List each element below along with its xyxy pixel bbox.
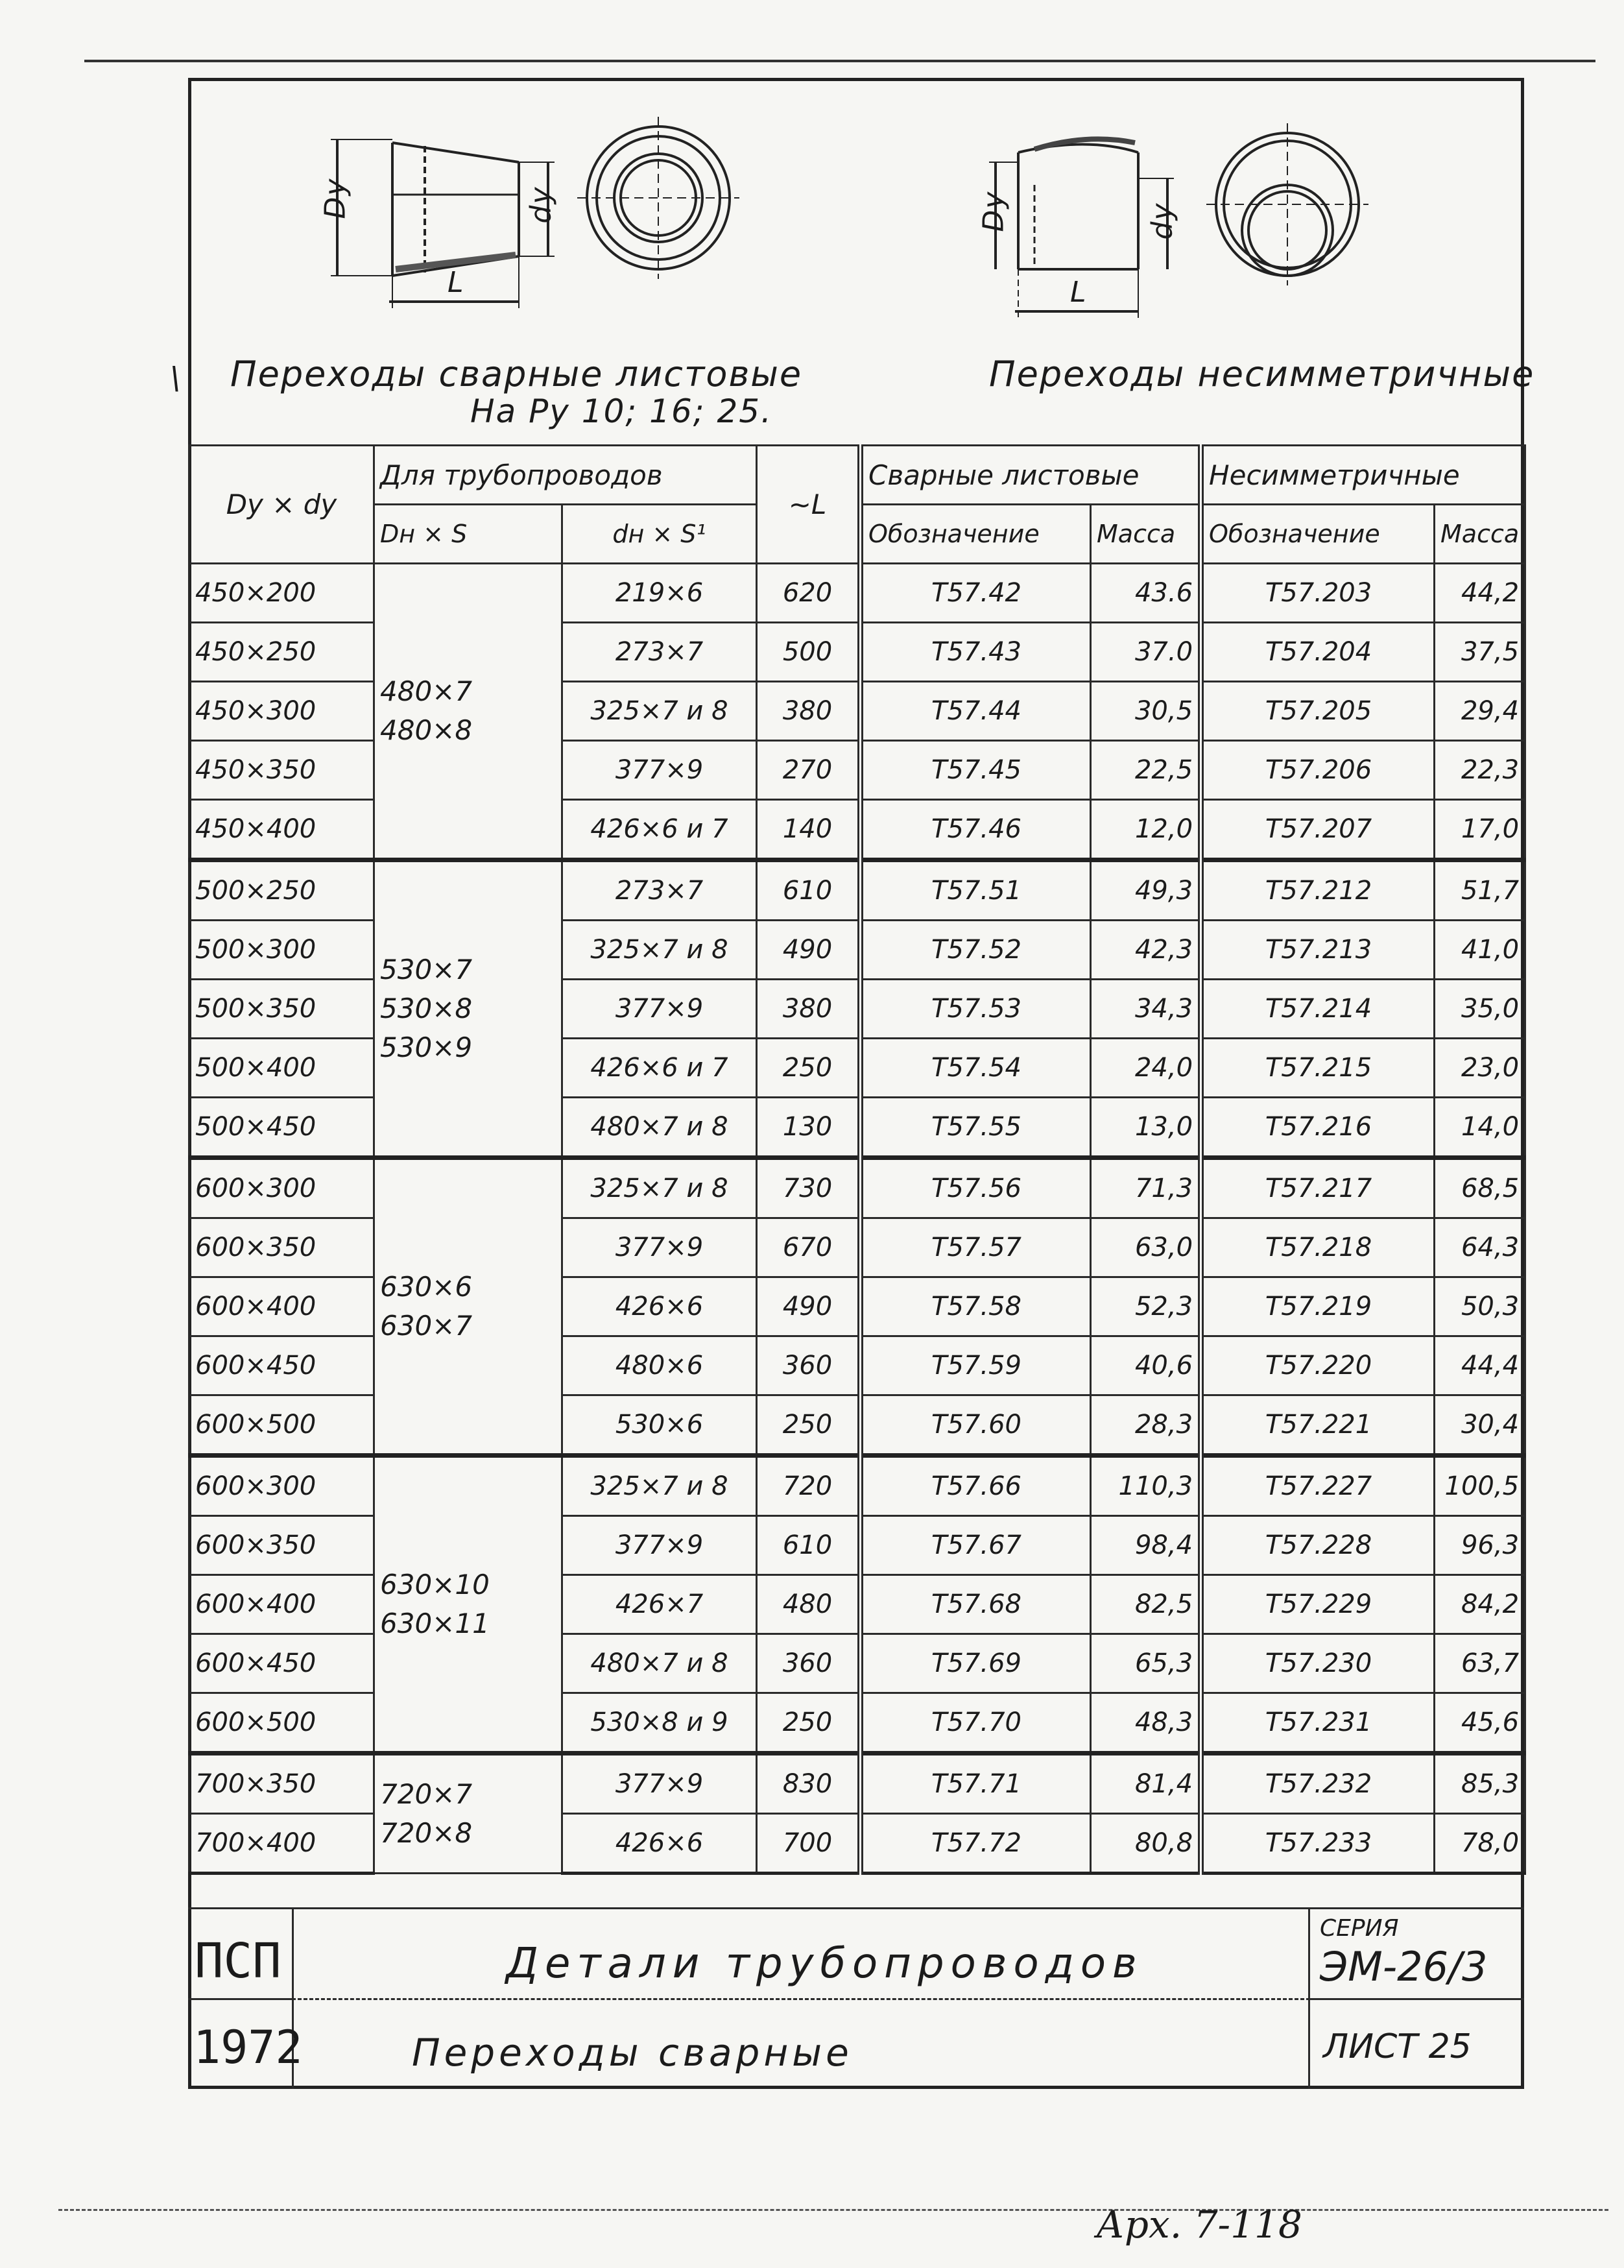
cell-dh-s: 426×6 и 7 bbox=[562, 800, 757, 860]
dn-s-line: 480×8 bbox=[380, 714, 473, 746]
title-block bbox=[188, 1888, 1524, 2089]
bottom-rule bbox=[58, 2209, 1608, 2211]
cell-welded-mass: 40,6 bbox=[1091, 1336, 1201, 1395]
cell-dn-s-group bbox=[374, 1158, 562, 1456]
cell-length: 270 bbox=[757, 741, 861, 800]
cell-dh-s: 530×8 и 9 bbox=[562, 1693, 757, 1754]
org-code: ПСП bbox=[195, 1933, 281, 1989]
cell-eccentric-mass: 100,5 bbox=[1435, 1456, 1525, 1516]
header-size: Dy × dy bbox=[189, 446, 374, 564]
cell-length: 480 bbox=[757, 1575, 861, 1634]
header-eccentric: Несимметричные bbox=[1201, 446, 1525, 505]
header-designation: Обозначение bbox=[861, 505, 1091, 564]
cell-dh-s: 273×7 bbox=[562, 860, 757, 921]
cell-welded-designation: Т57.58 bbox=[861, 1277, 1091, 1336]
cell-size: 500×450 bbox=[189, 1098, 374, 1158]
cell-eccentric-mass: 64,3 bbox=[1435, 1218, 1525, 1277]
cell-eccentric-designation: Т57.219 bbox=[1201, 1277, 1435, 1336]
cell-welded-designation: Т57.52 bbox=[861, 921, 1091, 980]
cell-welded-designation: Т57.55 bbox=[861, 1098, 1091, 1158]
cell-welded-designation: Т57.46 bbox=[861, 800, 1091, 860]
cell-welded-mass: 63,0 bbox=[1091, 1218, 1201, 1277]
cell-eccentric-designation: Т57.233 bbox=[1201, 1814, 1435, 1874]
cell-welded-designation: Т57.72 bbox=[861, 1814, 1091, 1874]
cell-eccentric-mass: 14,0 bbox=[1435, 1098, 1525, 1158]
dn-s-line: 720×7 bbox=[380, 1778, 473, 1810]
right-length-label: L bbox=[1070, 276, 1088, 309]
cell-dh-s: 530×6 bbox=[562, 1395, 757, 1456]
series-code: ЭМ-26/3 bbox=[1320, 1943, 1488, 1990]
table-row bbox=[189, 1754, 1525, 1814]
cell-eccentric-mass: 63,7 bbox=[1435, 1634, 1525, 1693]
cell-eccentric-mass: 84,2 bbox=[1435, 1575, 1525, 1634]
right-reducer-drawing bbox=[989, 123, 1368, 321]
cell-eccentric-mass: 45,6 bbox=[1435, 1693, 1525, 1754]
cell-length: 610 bbox=[757, 1516, 861, 1575]
dn-s-line: 530×7 bbox=[380, 954, 473, 985]
cell-length: 250 bbox=[757, 1693, 861, 1754]
cell-eccentric-mass: 51,7 bbox=[1435, 860, 1525, 921]
table-row bbox=[189, 1158, 1525, 1218]
cell-dh-s: 377×9 bbox=[562, 1218, 757, 1277]
cell-dn-s-group bbox=[374, 860, 562, 1158]
cell-welded-designation: Т57.67 bbox=[861, 1516, 1091, 1575]
cell-eccentric-mass: 29,4 bbox=[1435, 682, 1525, 741]
cell-welded-mass: 110,3 bbox=[1091, 1456, 1201, 1516]
cell-eccentric-mass: 68,5 bbox=[1435, 1158, 1525, 1218]
cell-eccentric-designation: Т57.227 bbox=[1201, 1456, 1435, 1516]
cell-welded-designation: Т57.70 bbox=[861, 1693, 1091, 1754]
cell-dh-s: 426×6 и 7 bbox=[562, 1039, 757, 1098]
cell-eccentric-mass: 41,0 bbox=[1435, 921, 1525, 980]
cell-dn-s-group bbox=[374, 1754, 562, 1874]
cell-length: 250 bbox=[757, 1395, 861, 1456]
cell-welded-designation: Т57.53 bbox=[861, 980, 1091, 1039]
cell-welded-mass: 22,5 bbox=[1091, 741, 1201, 800]
cell-length: 830 bbox=[757, 1754, 861, 1814]
drawing-subtitle: Переходы сварные bbox=[412, 2031, 853, 2075]
cell-dh-s: 480×6 bbox=[562, 1336, 757, 1395]
drawing-title: Детали трубопроводов bbox=[506, 1940, 1143, 1988]
cell-dn-s-group bbox=[374, 564, 562, 860]
cell-length: 140 bbox=[757, 800, 861, 860]
cell-eccentric-designation: Т57.206 bbox=[1201, 741, 1435, 800]
cell-eccentric-designation: Т57.218 bbox=[1201, 1218, 1435, 1277]
cell-welded-mass: 80,8 bbox=[1091, 1814, 1201, 1874]
cell-length: 360 bbox=[757, 1634, 861, 1693]
cell-size: 600×500 bbox=[189, 1693, 374, 1754]
cell-welded-mass: 49,3 bbox=[1091, 860, 1201, 921]
caption-eccentric: Переходы несимметричные bbox=[989, 354, 1535, 394]
cell-welded-designation: Т57.69 bbox=[861, 1634, 1091, 1693]
cell-eccentric-mass: 17,0 bbox=[1435, 800, 1525, 860]
cell-welded-mass: 37.0 bbox=[1091, 623, 1201, 682]
cell-eccentric-designation: Т57.228 bbox=[1201, 1516, 1435, 1575]
cell-dn-s-group bbox=[374, 1456, 562, 1754]
spec-table-body bbox=[189, 564, 1525, 1874]
cell-length: 500 bbox=[757, 623, 861, 682]
cell-welded-mass: 28,3 bbox=[1091, 1395, 1201, 1456]
sheet-number: ЛИСТ 25 bbox=[1323, 2027, 1472, 2066]
cell-welded-mass: 42,3 bbox=[1091, 921, 1201, 980]
cell-welded-mass: 12,0 bbox=[1091, 800, 1201, 860]
cell-dh-s: 325×7 и 8 bbox=[562, 1158, 757, 1218]
cell-size: 500×300 bbox=[189, 921, 374, 980]
cell-welded-mass: 48,3 bbox=[1091, 1693, 1201, 1754]
cell-welded-designation: Т57.57 bbox=[861, 1218, 1091, 1277]
cell-eccentric-designation: Т57.232 bbox=[1201, 1754, 1435, 1814]
dn-s-line: 630×7 bbox=[380, 1310, 473, 1342]
cell-eccentric-designation: Т57.230 bbox=[1201, 1634, 1435, 1693]
cell-welded-mass: 82,5 bbox=[1091, 1575, 1201, 1634]
cell-size: 450×200 bbox=[189, 564, 374, 623]
top-rule bbox=[84, 60, 1595, 62]
cell-size: 600×450 bbox=[189, 1634, 374, 1693]
cell-welded-designation: Т57.42 bbox=[861, 564, 1091, 623]
cell-eccentric-designation: Т57.229 bbox=[1201, 1575, 1435, 1634]
header-mass-2: Масса bbox=[1435, 505, 1525, 564]
cell-dh-s: 273×7 bbox=[562, 623, 757, 682]
cell-eccentric-mass: 44,2 bbox=[1435, 564, 1525, 623]
cell-eccentric-mass: 78,0 bbox=[1435, 1814, 1525, 1874]
cell-eccentric-designation: Т57.204 bbox=[1201, 623, 1435, 682]
header-designation-2: Обозначение bbox=[1201, 505, 1435, 564]
cell-size: 500×350 bbox=[189, 980, 374, 1039]
cell-welded-designation: Т57.54 bbox=[861, 1039, 1091, 1098]
dn-s-line: 530×8 bbox=[380, 993, 473, 1024]
cell-dh-s: 219×6 bbox=[562, 564, 757, 623]
cell-length: 490 bbox=[757, 921, 861, 980]
cell-eccentric-designation: Т57.205 bbox=[1201, 682, 1435, 741]
dn-s-line: 630×6 bbox=[380, 1271, 473, 1303]
cell-length: 700 bbox=[757, 1814, 861, 1874]
cell-size: 700×350 bbox=[189, 1754, 374, 1814]
dn-s-line: 630×11 bbox=[380, 1608, 490, 1639]
cell-length: 360 bbox=[757, 1336, 861, 1395]
cell-dh-s: 426×6 bbox=[562, 1814, 757, 1874]
header-length: ~L bbox=[757, 446, 861, 564]
cell-welded-designation: Т57.44 bbox=[861, 682, 1091, 741]
cell-size: 600×350 bbox=[189, 1516, 374, 1575]
cell-welded-mass: 43.6 bbox=[1091, 564, 1201, 623]
cell-welded-mass: 24,0 bbox=[1091, 1039, 1201, 1098]
series-label: СЕРИЯ bbox=[1320, 1915, 1399, 1942]
cell-welded-designation: Т57.45 bbox=[861, 741, 1091, 800]
cell-size: 500×400 bbox=[189, 1039, 374, 1098]
cell-eccentric-designation: Т57.212 bbox=[1201, 860, 1435, 921]
cell-dh-s: 325×7 и 8 bbox=[562, 682, 757, 741]
cell-eccentric-designation: Т57.203 bbox=[1201, 564, 1435, 623]
header-mass: Масса bbox=[1091, 505, 1201, 564]
cell-eccentric-designation: Т57.220 bbox=[1201, 1336, 1435, 1395]
header-welded: Сварные листовые bbox=[861, 446, 1201, 505]
dn-s-line: 630×10 bbox=[380, 1569, 490, 1600]
margin-mark: \ bbox=[170, 360, 181, 396]
header-pipeline: Для трубопроводов bbox=[374, 446, 757, 505]
dn-s-line: 720×8 bbox=[380, 1817, 473, 1849]
cell-eccentric-mass: 85,3 bbox=[1435, 1754, 1525, 1814]
cell-eccentric-mass: 35,0 bbox=[1435, 980, 1525, 1039]
cell-welded-mass: 34,3 bbox=[1091, 980, 1201, 1039]
left-dy-small-label: dy bbox=[524, 186, 558, 224]
cell-welded-designation: Т57.68 bbox=[861, 1575, 1091, 1634]
cell-length: 620 bbox=[757, 564, 861, 623]
cell-eccentric-mass: 22,3 bbox=[1435, 741, 1525, 800]
cell-size: 450×400 bbox=[189, 800, 374, 860]
cell-dh-s: 377×9 bbox=[562, 741, 757, 800]
header-dn-s: Dн × S bbox=[374, 505, 562, 564]
cell-welded-designation: Т57.51 bbox=[861, 860, 1091, 921]
cell-welded-mass: 98,4 bbox=[1091, 1516, 1201, 1575]
reducers-spec-table bbox=[188, 444, 1526, 1875]
cell-dh-s: 325×7 и 8 bbox=[562, 1456, 757, 1516]
cell-dh-s: 377×9 bbox=[562, 1754, 757, 1814]
cell-length: 250 bbox=[757, 1039, 861, 1098]
cell-dh-s: 377×9 bbox=[562, 1516, 757, 1575]
table-row bbox=[189, 564, 1525, 623]
cell-welded-mass: 52,3 bbox=[1091, 1277, 1201, 1336]
cell-length: 130 bbox=[757, 1098, 861, 1158]
cell-eccentric-designation: Т57.215 bbox=[1201, 1039, 1435, 1098]
cell-welded-designation: Т57.71 bbox=[861, 1754, 1091, 1814]
cell-dh-s: 325×7 и 8 bbox=[562, 921, 757, 980]
cell-eccentric-mass: 23,0 bbox=[1435, 1039, 1525, 1098]
header-dh-s: dн × S¹ bbox=[562, 505, 757, 564]
cell-size: 450×300 bbox=[189, 682, 374, 741]
cell-dh-s: 377×9 bbox=[562, 980, 757, 1039]
cell-size: 700×400 bbox=[189, 1814, 374, 1874]
cell-welded-mass: 71,3 bbox=[1091, 1158, 1201, 1218]
cell-welded-mass: 13,0 bbox=[1091, 1098, 1201, 1158]
cell-eccentric-mass: 30,4 bbox=[1435, 1395, 1525, 1456]
cell-size: 450×250 bbox=[189, 623, 374, 682]
cell-size: 600×300 bbox=[189, 1456, 374, 1516]
cell-welded-designation: Т57.56 bbox=[861, 1158, 1091, 1218]
cell-dh-s: 480×7 и 8 bbox=[562, 1098, 757, 1158]
table-row bbox=[189, 1456, 1525, 1516]
cell-welded-designation: Т57.43 bbox=[861, 623, 1091, 682]
right-dy-large-label: Dy bbox=[977, 190, 1010, 232]
cell-eccentric-designation: Т57.231 bbox=[1201, 1693, 1435, 1754]
caption-welded-line1: Переходы сварные листовые bbox=[230, 354, 803, 394]
left-length-label: L bbox=[448, 266, 465, 299]
cell-eccentric-designation: Т57.213 bbox=[1201, 921, 1435, 980]
cell-length: 610 bbox=[757, 860, 861, 921]
dn-s-line: 480×7 bbox=[380, 675, 473, 707]
cell-welded-mass: 65,3 bbox=[1091, 1634, 1201, 1693]
cell-eccentric-designation: Т57.207 bbox=[1201, 800, 1435, 860]
cell-welded-designation: Т57.59 bbox=[861, 1336, 1091, 1395]
cell-size: 600×450 bbox=[189, 1336, 374, 1395]
cell-eccentric-mass: 96,3 bbox=[1435, 1516, 1525, 1575]
cell-length: 670 bbox=[757, 1218, 861, 1277]
drawings-area bbox=[191, 81, 1535, 444]
cell-length: 730 bbox=[757, 1158, 861, 1218]
cell-length: 380 bbox=[757, 980, 861, 1039]
cell-eccentric-mass: 37,5 bbox=[1435, 623, 1525, 682]
cell-welded-mass: 30,5 bbox=[1091, 682, 1201, 741]
cell-eccentric-designation: Т57.221 bbox=[1201, 1395, 1435, 1456]
archive-signature: Арх. 7-118 bbox=[1096, 2202, 1302, 2247]
cell-size: 600×350 bbox=[189, 1218, 374, 1277]
cell-eccentric-designation: Т57.214 bbox=[1201, 980, 1435, 1039]
cell-size: 600×300 bbox=[189, 1158, 374, 1218]
cell-dh-s: 426×6 bbox=[562, 1277, 757, 1336]
cell-welded-mass: 81,4 bbox=[1091, 1754, 1201, 1814]
cell-length: 720 bbox=[757, 1456, 861, 1516]
cell-length: 490 bbox=[757, 1277, 861, 1336]
cell-welded-designation: Т57.66 bbox=[861, 1456, 1091, 1516]
cell-eccentric-mass: 44,4 bbox=[1435, 1336, 1525, 1395]
cell-dh-s: 426×7 bbox=[562, 1575, 757, 1634]
cell-eccentric-designation: Т57.217 bbox=[1201, 1158, 1435, 1218]
cell-dh-s: 480×7 и 8 bbox=[562, 1634, 757, 1693]
right-dy-small-label: dy bbox=[1145, 202, 1179, 240]
cell-welded-designation: Т57.60 bbox=[861, 1395, 1091, 1456]
cell-size: 600×400 bbox=[189, 1575, 374, 1634]
cell-eccentric-designation: Т57.216 bbox=[1201, 1098, 1435, 1158]
cell-size: 600×500 bbox=[189, 1395, 374, 1456]
dn-s-line: 530×9 bbox=[380, 1031, 473, 1063]
cell-size: 450×350 bbox=[189, 741, 374, 800]
cell-size: 600×400 bbox=[189, 1277, 374, 1336]
table-row bbox=[189, 860, 1525, 921]
left-dy-large-label: Dy bbox=[318, 177, 352, 219]
cell-length: 380 bbox=[757, 682, 861, 741]
year: 1972 bbox=[193, 2021, 303, 2074]
caption-welded-line2: На Ру 10; 16; 25. bbox=[470, 392, 773, 430]
cell-size: 500×250 bbox=[189, 860, 374, 921]
cell-eccentric-mass: 50,3 bbox=[1435, 1277, 1525, 1336]
